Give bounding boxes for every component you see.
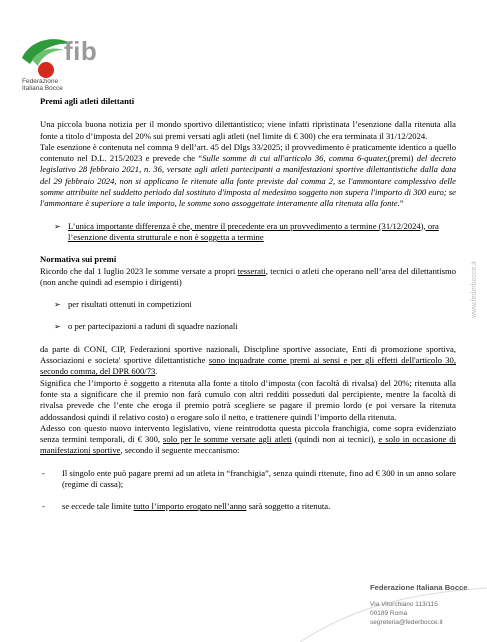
dash-item-franchigia: - Il singolo ente può pagare premi ad un atleta in “franchigia”, senza quindi ritenute, fino ad € 300 in un anno solare (regime di cassa); <box>42 467 456 490</box>
section-title-premi: Premi agli atleti dilettanti <box>40 96 135 106</box>
logo-red-ball <box>38 62 54 78</box>
dash-item-eccedenza: - se eccede tale limite tutto l’importo erogato nell’anno sarà soggetto a ritenuta. <box>42 501 331 512</box>
logo-name-line1: Federazione <box>22 78 59 85</box>
footer-block <box>370 583 468 627</box>
arrow-bullet-icon: ➢ <box>54 300 61 310</box>
arrow-bullet-icon: ➢ <box>54 221 61 231</box>
footer-email[interactable]: segreteria@federbocce.it <box>370 619 443 626</box>
arrow-bullet-icon: ➢ <box>54 322 61 332</box>
paragraph-exemption: Tale esenzione è contenuta nel comma 9 dell’art. 45 del Dlgs 33/2025; il provvedimento è praticamente identico a quello contenuto nel D.L. 215/2023 e prevede che “Sulle somme di cui all'articolo 36, comma 6-quater,(premi) del decreto legislativo 28 febbraio 2021, n. 36, versate agli atleti partecipanti a manifestazioni sportive dilettantistiche dalla data del 29 febbraio 2024, non si applicano le ritenute alla fonte previste dal comma 2, se l'ammontare complessivo delle somme attribuite nel suddetto periodo dal sostituto d'imposta al medesimo soggetto non supera l'importo di 300 euro; se l'ammontare è superiore a tale importo, le somme sono assoggettate interamente alla ritenuta alla fonte.” <box>40 141 456 209</box>
footer-address: Via Vitorchiano 113/115 <box>370 601 438 608</box>
bullet-raduni: ➢ o per partecipazioni a raduni di squadre nazionali <box>40 321 456 332</box>
bullet-risultati: ➢ per risultati ottenuti in competizioni <box>40 299 456 310</box>
logo-name-line2: Italiana Bocce <box>22 85 63 92</box>
website-watermark: www.federbocce.it <box>471 261 478 318</box>
paragraph-enti: da parte di CONI, CIP, Federazioni sportive nazionali, Discipline sportive associate, Enti di promozione sportiva, Associazioni e societa' sportive dilettantistiche sono inquadrate come premi ai sensi e per gli effetti dell'articolo 30, secondo comma, del DPR 600/73. <box>40 343 457 377</box>
footer-city: 00189 Roma <box>370 610 408 617</box>
footer-org-name: Federazione Italiana Bocce <box>370 583 468 592</box>
bullet-difference: ➢ L’unica importante differenza è che, mentre il precedente era un provvedimento a termine (31/12/2024), ora l’esenzione diventa strutturale e non è soggetta a termine <box>40 221 456 244</box>
section-title-normativa: Normativa sui premi <box>40 254 117 265</box>
paragraph-normativa: Ricordo che dal 1 luglio 2023 le somme versate a propri tesserati, tecnici o atleti che operano nell’area del dilettantismo (non anche quindi ad esempio i dirigenti) <box>40 265 456 287</box>
paragraph-ritenuta: Significa che l’importo è soggetto a ritenuta alla fonte a titolo d’imposta (con facoltà di rivalsa) del 20%; ritenuta alla fonte sta a significare che il premio non farà cumulo con altri redditi posseduti dal percipiente, mentre la facoltà di rivalsa prevede che l’ente che eroga il premio potrà scegliere se pagare il premio lordo (e poi versare la ritenuta addossandosi quindi il relativo costo) o erogare solo il netto, e trattenere quindi l’importo della ritenuta. <box>40 377 456 422</box>
paragraph-intro: Una piccola buona notizia per il mondo sportivo dilettantistico; viene infatti ripristinata l’esenzione dalla ritenuta alla fonte a titolo d’imposta del 20% sui premi versati agli atleti (nel limite di € 300) che era terminata il 31/12/2024. <box>40 119 456 141</box>
document-body <box>40 96 456 513</box>
logo-acronym: fib <box>64 36 98 66</box>
paragraph-franchigia: Adesso con questo nuovo intervento legislativo, viene reintrodotta questa piccola franchigia, come sopra evidenziato senza termini temporali, di € 300, solo per le somme versate agli atleti (quindi non ai tecnici), e solo in occasione di manifestazioni sportive, secondo il seguente meccanismo: <box>40 422 456 456</box>
